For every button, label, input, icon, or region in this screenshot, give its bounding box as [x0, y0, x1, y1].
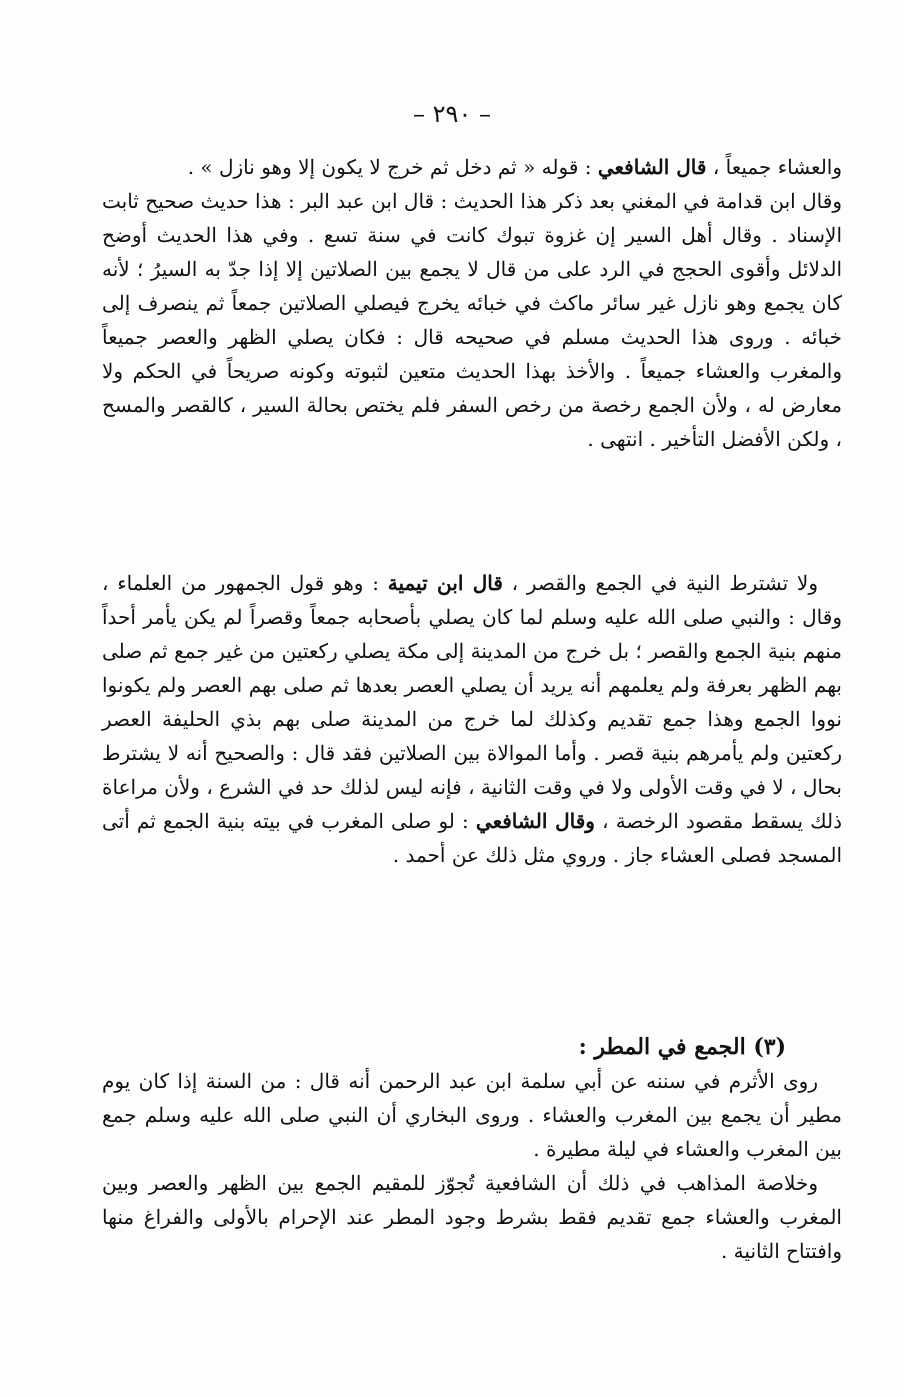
paragraph-ibn-taymiyya	[102, 566, 842, 872]
text-block-rain	[102, 1030, 842, 1268]
text-block-intention	[102, 566, 842, 872]
bold-speaker: قال الشافعي	[597, 155, 707, 179]
text-run: : وهو قول الجمهور من العلماء ، وقال : والنبي صلى الله عليه وسلم لما كان يصلي بأصحابه جمعاً وقصراً لم يكن يأمر أحداً منهم بنية الجمع والقصر ؛ بل خرج من المدينة إلى مكة يصلي ركعتين من غير جمع ثم صلى بهم الظهر بعرفة ولم يعلمهم أنه يريد أن يصلي العصر بعدها ثم صلى بهم العصر ولم يكونوا نووا الجمع وهذا جمع تقديم وكذلك لما خرج من المدينة صلى بهم بذي الحليفة العصر ركعتين ولم يأمرهم بنية قصر . وأما الموالاة بين الصلاتين فقد قال : والصحيح أنه لا يشترط بحال ، لا في وقت الأولى ولا في وقت الثانية ، فإنه ليس لذلك حد في الشرع ، ولأن مراعاة ذلك يسقط مقصود الرخصة ،	[102, 571, 842, 833]
paragraph-shafii-quote	[102, 150, 842, 184]
paragraph-ibn-qudama: وقال ابن قدامة في المغني بعد ذكر هذا الحديث : قال ابن عبد البر : هذا حديث صحيح ثابت الإسناد . وقال أهل السير إن غزوة تبوك كانت في سنة تسع . وفي هذا الحديث أوضح الدلائل وأقوى الحجج في الرد على من قال لا يجمع بين الصلاتين إلا إذا جدّ به السيرُ ؛ لأنه كان يجمع وهو نازل غير سائر ماكث في خبائه يخرج فيصلي الصلاتين جمعاً ثم ينصرف إلى خبائه . وروى هذا الحديث مسلم في صحيحه قال : فكان يصلي الظهر والعصر جميعاً والمغرب والعشاء جميعاً . والأخذ بهذا الحديث متعين لثبوته وكونه صريحاً في الحكم ولا معارض له ، ولأن الجمع رخصة من رخص السفر فلم يختص بحالة السير ، كالقصر والمسح ، ولكن الأفضل التأخير . انتهى .	[102, 189, 842, 451]
bold-speaker: وقال الشافعي	[475, 809, 595, 833]
text-run: : قوله « ثم دخل ثم خرج لا يكون إلا وهو نازل » .	[187, 155, 598, 179]
text-block-travel-hadith	[102, 150, 842, 456]
paragraph-madhahib-summary: وخلاصة المذاهب في ذلك أن الشافعية تُجوّز للمقيم الجمع بين الظهر والعصر وبين المغرب والعشاء جمع تقديم فقط بشرط وجود المطر عند الإحرام بالأولى والفراغ منها وافتتاح الثانية .	[102, 1171, 842, 1263]
bold-speaker: قال ابن تيمية	[387, 571, 503, 595]
text-run: : لو صلى المغرب في بيته بنية الجمع ثم أتى المسجد فصلى العشاء جاز . وروي مثل ذلك عن أحمد .	[102, 809, 842, 867]
text-run: والعشاء جميعاً ،	[706, 155, 842, 179]
section-heading-rain: (٣) الجمع في المطر :	[578, 1034, 786, 1060]
paragraph-athram: روى الأثرم في سننه عن أبي سلمة ابن عبد الرحمن أنه قال : من السنة إذا كان يوم مطير أن يجمع بين المغرب والعشاء . وروى البخاري أن النبي صلى الله عليه وسلم جمع بين المغرب والعشاء في ليلة مطيرة .	[102, 1069, 842, 1161]
page-number: – ٢٩٠ –	[413, 100, 491, 128]
text-run: ولا تشترط النية في الجمع والقصر ،	[502, 571, 818, 595]
